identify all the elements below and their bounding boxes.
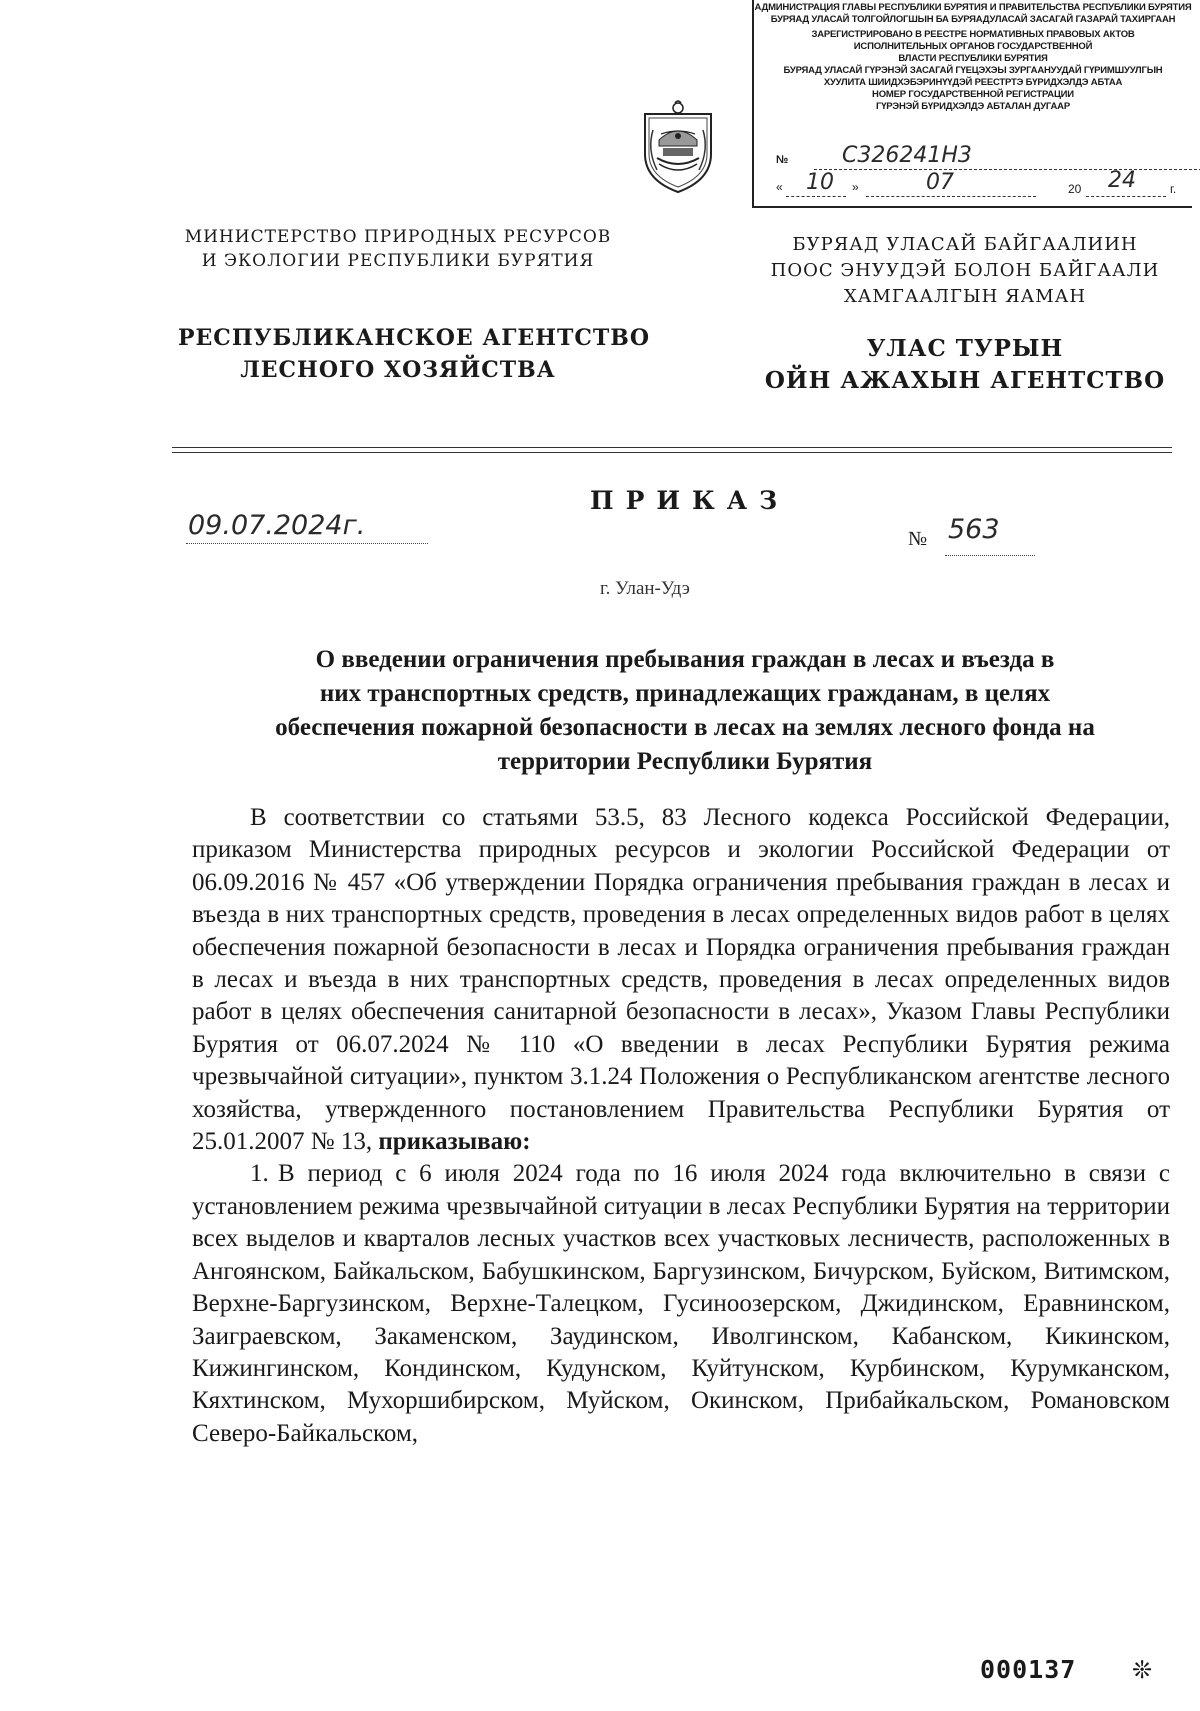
stamp-registration-number: С326241Н3 (814, 143, 1200, 170)
right-ministry-line: ХАМГААЛГЫН ЯАМАН (843, 286, 1087, 307)
title-line: них транспортных средств, принадлежащих гражданам, в целях (319, 680, 1051, 707)
footer-mark-icon: ❊ (1132, 1656, 1153, 1684)
left-ministry-line: И ЭКОЛОГИИ РЕСПУБЛИКИ БУРЯТИЯ (201, 251, 595, 271)
order-date-line (186, 543, 428, 544)
right-ministry-line: ПООС ЭНУУДЭЙ БОЛОН БАЙГААЛИ (770, 260, 1160, 281)
stamp-line: БУРЯАД УЛАСАЙ ТОЛГОЙЛОГШЫН БА БУРЯАДУЛАСАЙ ЗАСАГАЙ ГАЗАРАЙ ТАХИРГААН (770, 14, 1176, 25)
coat-of-arms-icon (637, 100, 719, 196)
document-body (192, 802, 1170, 1450)
left-agency-name (178, 322, 650, 386)
order-date: 09.07.2024г. (188, 510, 366, 541)
left-ministry-name (178, 225, 618, 273)
stamp-line: ГҮРЭНЭЙ БҮРИДХЭЛДЭ АБТАЛАН ДУГААР (876, 101, 1070, 112)
stamp-date-open-quote: « (776, 180, 783, 194)
preamble-text: В соответствии со статьями 53.5, 83 Лесного кодекса Российской Федерации, приказом Министерства природных ресурсов и экологии Российской Федерации от 06.09.2016 № 457 «Об утверждении Порядка ограничения пребывания граждан в лесах и въезда в них транспортных средств, проведения в лесах определенных видов работ в целях обеспечения пожарной безопасности в лесах и Порядка ограничения пребывания граждан в лесах и въезда в них транспортных средств, проведения в лесах определенных видов работ в целях обеспечения санитарной безопасности в лесах», Указом Главы Республики Бурятия от 06.07.2024 № 110 «О введении в лесах Республики Бурятия режима чрезвычайной ситуации», пунктом 3.1.24 Положения о Республиканском агентстве лесного хозяйства, утвержденного постановлением Правительства Республики Бурятия от 25.01.2007 № 13, (192, 804, 1170, 1156)
stamp-line: АДМИНИСТРАЦИЯ ГЛАВЫ РЕСПУБЛИКИ БУРЯТИЯ И ПРАВИТЕЛЬСТВА РЕСПУБЛИКИ БУРЯТИЯ (754, 2, 1192, 13)
stamp-date-year-suffix: 24 (1108, 168, 1136, 193)
order-city: г. Улан-Удэ (600, 578, 690, 599)
title-line: обеспечения пожарной безопасности в лесах на землях лесного фонда на (275, 714, 1095, 741)
header-divider (172, 452, 1172, 453)
stamp-line: БУРЯАД УЛАСАЙ ГҮРЭНЭЙ ЗАСАГАЙ ГҮЕЦЭХЭЫ ЗУРГААНУУДАЙ ГҮРИМШУУЛГЫН (783, 65, 1163, 76)
item-1-paragraph (192, 1158, 1170, 1450)
page-code: 000137 (980, 1655, 1077, 1684)
item-1-number: 1. (250, 1160, 269, 1188)
registration-stamp (752, 0, 1192, 208)
title-line: территории Республики Бурятия (497, 748, 873, 775)
document-heading: ПРИКАЗ (590, 486, 790, 515)
stamp-date-close-quote: » (852, 180, 859, 194)
header-divider (172, 447, 1172, 448)
stamp-line: НОМЕР ГОСУДАРСТВЕННОЙ РЕГИСТРАЦИИ (872, 89, 1074, 100)
order-number-sign: № (908, 528, 928, 550)
stamp-number-prefix: № (776, 154, 789, 166)
right-agency-line: УЛАС ТУРЫН (866, 335, 1064, 362)
stamp-line: ХУУЛИТА ШИИДХЭБЭРИНҮҮДЭЙ РЕЕСТРТЭ БҮРИДХЭЛДЭ АБТАА (823, 77, 1123, 88)
order-number-line (945, 555, 1035, 556)
order-word: приказываю: (378, 1128, 531, 1156)
right-agency-name (760, 333, 1170, 397)
left-ministry-line: МИНИСТЕРСТВО ПРИРОДНЫХ РЕСУРСОВ (184, 227, 612, 247)
stamp-line: ВЛАСТИ РЕСПУБЛИКИ БУРЯТИЯ (898, 53, 1048, 64)
stamp-line: ЗАРЕГИСТРИРОВАНО В РЕЕСТРЕ НОРМАТИВНЫХ ПРАВОВЫХ АКТОВ (811, 29, 1135, 40)
stamp-date-month: 07 (926, 170, 954, 195)
document-title (190, 643, 1180, 779)
right-ministry-line: БУРЯАД УЛАСАЙ БАЙГААЛИИН (792, 234, 1138, 255)
stamp-date-g: г. (1170, 182, 1177, 196)
order-number: 563 (948, 514, 1000, 545)
item-1-text: В период с 6 июля 2024 года по 16 июля 2024 года включительно в связи с установлением режима чрезвычайной ситуации в лесах Республики Бурятия на территории всех выделов и кварталов лесных участков всех участковых лесничеств, расположенных в Ангоянском, Байкальском, Бабушкинском, Баргузинском, Бичурском, Буйском, Витимском, Верхне-Баргузинском, Верхне-Талецком, Гусиноозерском, Джидинском, Еравнинском, Заиграевском, Закаменском, Заудинском, Иволгинском, Кабанском, Кикинском, Кижингинском, Кондинском, Кудунском, Куйтунском, Курбинском, Курумканском, Кяхтинском, Мухоршибирском, Муйском, Окинском, Прибайкальском, Романовском Северо-Байкальском, (192, 1160, 1170, 1447)
left-agency-line: ЛЕСНОГО ХОЗЯЙСТВА (240, 357, 556, 383)
preamble-paragraph (192, 802, 1170, 1158)
stamp-text-block (754, 0, 1192, 113)
stamp-line: ИСПОЛНИТЕЛЬНЫХ ОРГАНОВ ГОСУДАРСТВЕННОЙ (853, 41, 1093, 52)
stamp-date-day: 10 (806, 170, 834, 195)
right-agency-line: ОЙН АЖАХЫН АГЕНТСТВО (764, 367, 1166, 394)
title-line: О введении ограничения пребывания граждан в лесах и въезда в (315, 646, 1055, 673)
left-agency-line: РЕСПУБЛИКАНСКОЕ АГЕНТСТВО (178, 325, 650, 351)
right-ministry-name (760, 232, 1170, 310)
stamp-date-row (776, 168, 1186, 202)
stamp-date-year-prefix: 20 (1068, 182, 1082, 196)
